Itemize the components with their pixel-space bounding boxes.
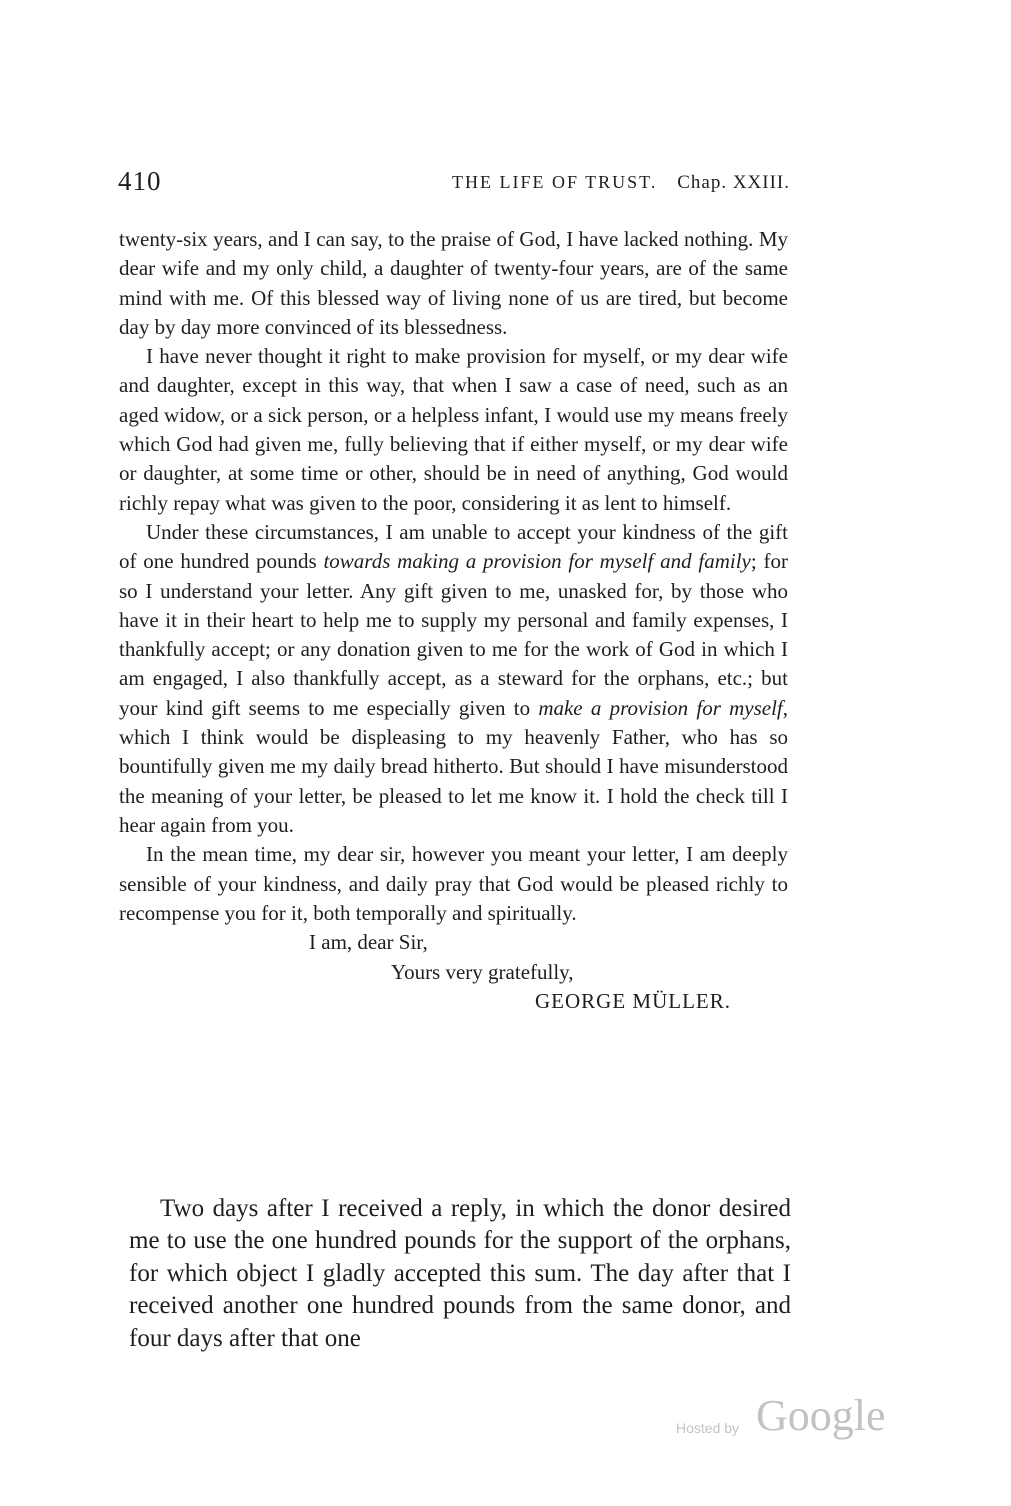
letter-paragraph-1: twenty-six years, and I can say, to the praise of God, I have lacked nothing. My dear wife and my only child, a daughter of twenty-four years, are of the same mind with me. Of this blessed way of living none of us are tired, but become day by day more convinced of its blessedness. xyxy=(119,227,788,339)
hosted-by-google-watermark xyxy=(676,1390,886,1450)
paragraph-3-italic-2: make a provision for myself xyxy=(538,695,783,720)
paragraph-3-part-a: Under these circumstances, I am unable to accept your kindness of the gift of one hundred pounds xyxy=(119,519,788,574)
narrative-text xyxy=(129,1193,791,1355)
paragraph-3-italic-1: towards making a provision for myself and family xyxy=(323,549,751,574)
google-logo: Google xyxy=(756,1391,886,1440)
letter-paragraph-2: I have never thought it right to make provision for myself, or my dear wife and daughter, except in this way, that when I saw a case of need, such as an aged widow, or a sick person, or a helpless infant, I would use my means freely which God had given me, fully believing that if either myself, or my dear wife or daughter, at some time or other, should be in need of anything, God would richly repay what was given to the poor, considering it as lent to himself. xyxy=(119,344,788,515)
closing-salutation: I am, dear Sir, xyxy=(309,930,428,955)
page-number: 410 xyxy=(118,166,162,196)
paragraph-3-part-e: , which I think would be displeasing to my heavenly Father, who has so bountifully given me my daily bread hitherto. But should I have misunderstood the meaning of your letter, be pleased to let me know it. I hold the check till I hear again from you. xyxy=(119,695,788,837)
paragraph-3-part-c: ; for so I understand your letter. Any gift given to me, unasked for, by those who have it in their heart to help me to supply my personal and family expenses, I thankfully accept; or any donation given to me for the work of God in which I am engaged, I also thankfully accept, as a steward for the orphans, etc.; but your kind gift seems to me especially given to xyxy=(119,549,788,720)
hosted-by-label: Hosted by xyxy=(676,1420,740,1436)
closing-valediction: Yours very gratefully, xyxy=(391,959,574,984)
letter-text xyxy=(119,225,788,1017)
letter-paragraph-4: In the mean time, my dear sir, however you meant your letter, I am deeply sensible of your kindness, and daily pray that God would be pleased richly to recompense you for it, both temporally and spiritually. xyxy=(119,842,788,925)
signature: GEORGE MÜLLER. xyxy=(535,989,731,1014)
narrative-paragraph-1: Two days after I received a reply, in which the donor desired me to use the one hundred pounds for the support of the orphans, for which object I gladly accepted this sum. The day after that I received another one hundred pounds from the same donor, and four days after that one xyxy=(129,1195,791,1352)
running-title: THE LIFE OF TRUST. xyxy=(452,172,658,192)
letter-paragraph-3 xyxy=(119,518,788,840)
letter-closing xyxy=(119,928,788,1017)
running-head xyxy=(118,166,790,202)
chapter-label: Chap. XXIII. xyxy=(677,172,790,193)
